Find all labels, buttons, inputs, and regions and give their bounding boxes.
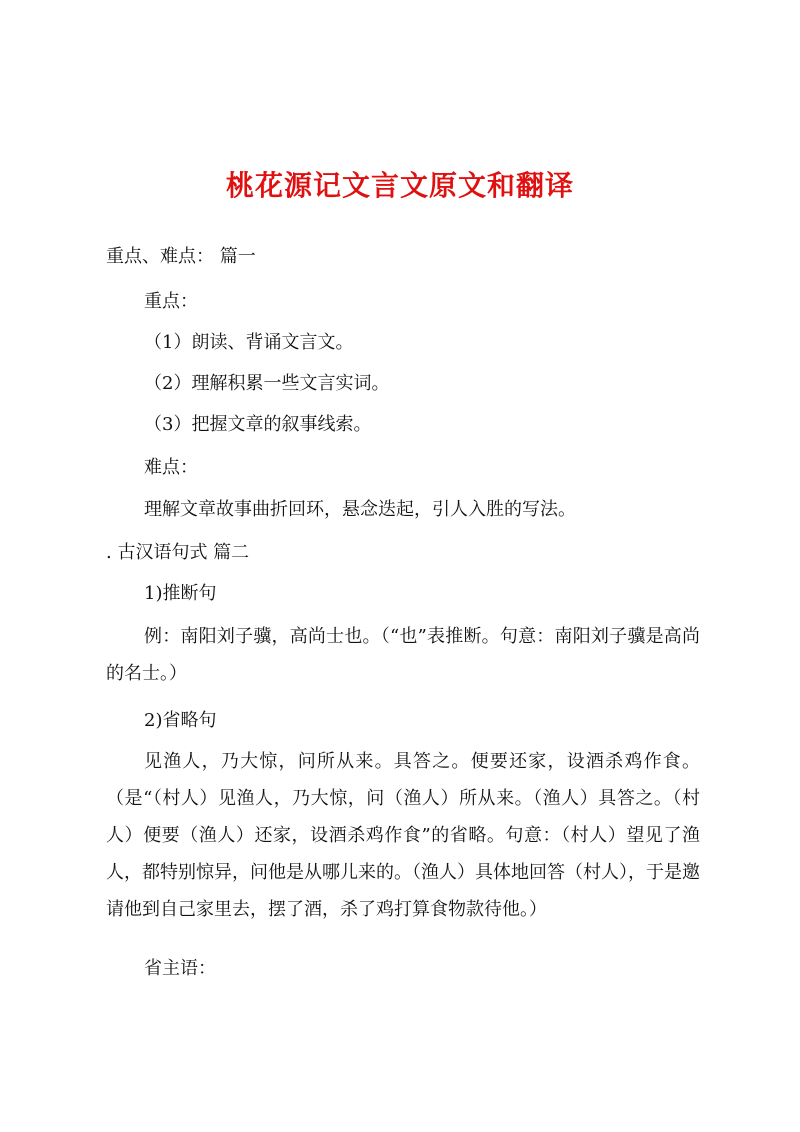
section-heading-2: . 古汉语句式 篇二 <box>106 542 250 563</box>
difficulty-label: 难点： <box>144 457 198 478</box>
subsection-2-text: 见渔人，乃大惊，问所从来。具答之。便要还家，设酒杀鸡作食。（是“（村人）见渔人，乃大惊，问（渔人）所从来。（渔人）具答之。（村人）便要（渔人）还家，设酒杀鸡作食”的省略。句意：（村人）望见了渔人，都特别惊异，问他是从哪儿来的。（渔人）具体地回答（村人），于是邀请他到自己家里去，摆了酒，杀了鸡打算食物款待他。） <box>106 751 700 920</box>
section-heading-1: 重点、难点： 篇一 <box>106 246 256 267</box>
key-point-3: （3）把握文章的叙事线索。 <box>144 414 372 435</box>
key-point-2: （2）理解积累一些文言实词。 <box>144 373 390 394</box>
subsection-heading-3: 省主语： <box>144 958 216 979</box>
subsection-heading-1: 1)推断句 <box>144 583 217 604</box>
document-title: 桃花源记文言文原文和翻译 <box>225 169 574 202</box>
subsection-heading-2: 2)省略句 <box>144 710 217 731</box>
difficulty-text: 理解文章故事曲折回环，悬念迭起，引人入胜的写法。 <box>144 499 576 520</box>
subsection-1-example: 例：南阳刘子骥，高尚士也。（“也”表推断。句意：南阳刘子骥是高尚的名士。） <box>106 626 700 684</box>
key-point-1: （1）朗读、背诵文言文。 <box>144 332 354 353</box>
key-points-label: 重点： <box>144 291 198 312</box>
